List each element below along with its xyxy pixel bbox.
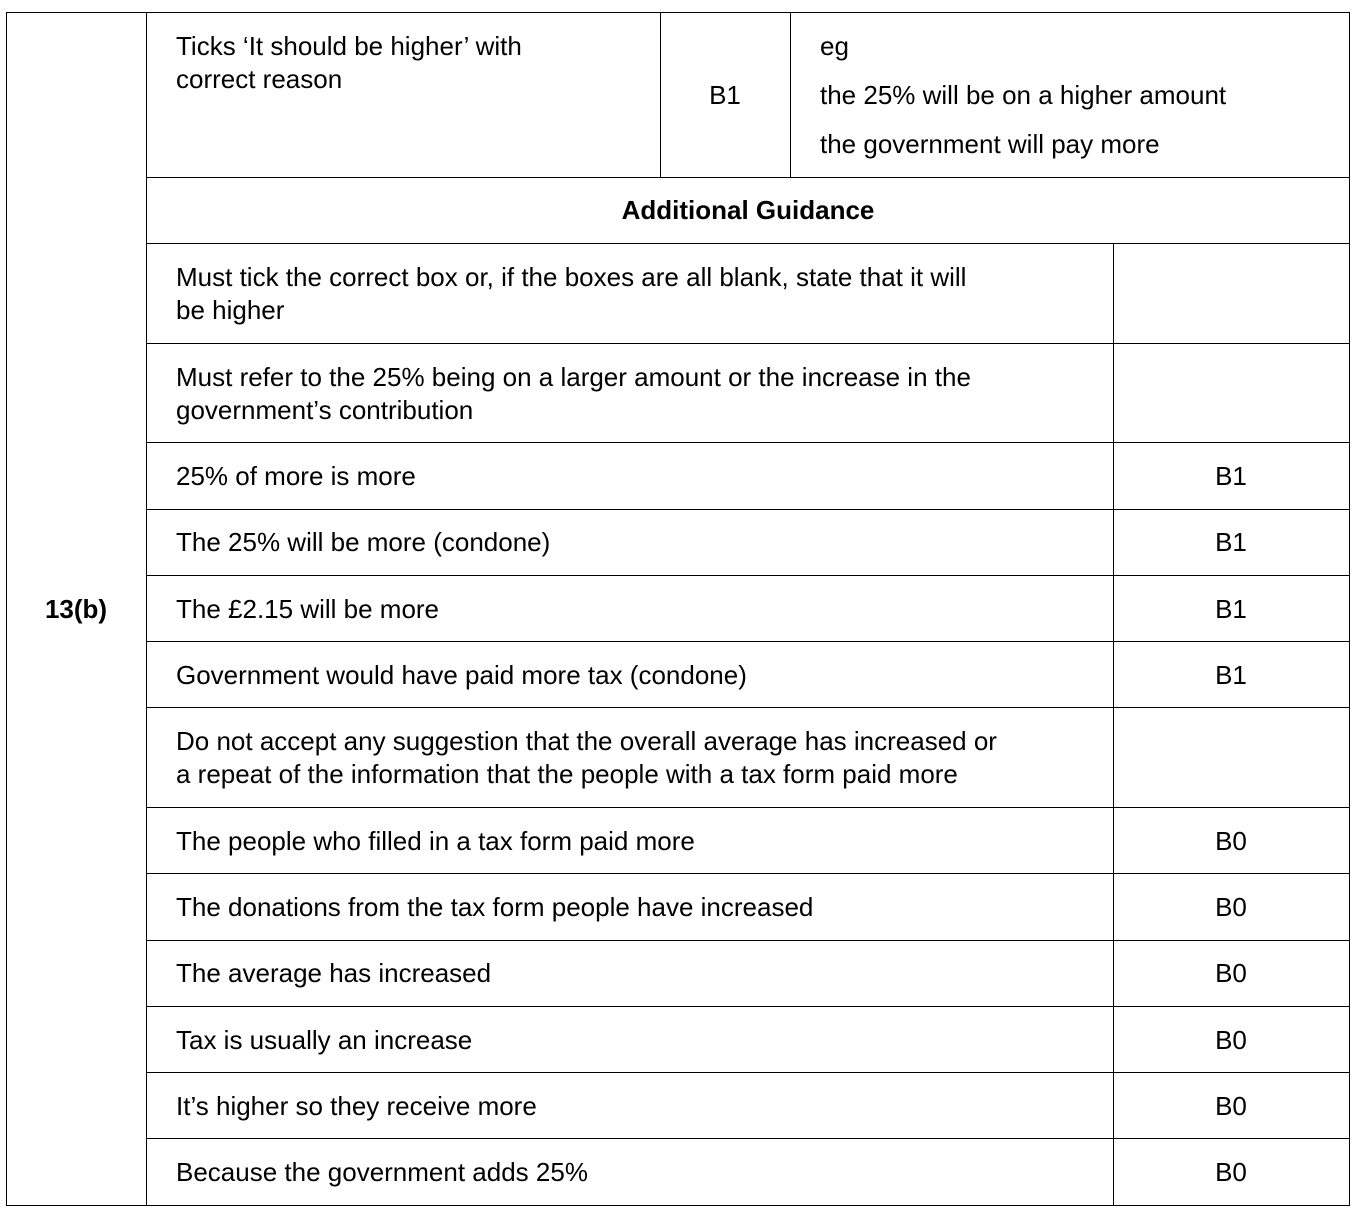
guidance-text: Government would have paid more tax (condone) [176, 660, 747, 690]
answer-line: correct reason [176, 64, 343, 94]
row-divider [146, 707, 1350, 708]
guidance-text: The average has increased [176, 958, 492, 988]
guidance-mark: B0 [1215, 1091, 1247, 1121]
table-border-right [1349, 12, 1350, 1206]
row-divider [146, 243, 1350, 244]
guidance-text: Must tick the correct box or, if the boxes are all blank, state that it will [176, 262, 967, 292]
comment-line: the 25% will be on a higher amount [820, 80, 1227, 110]
guidance-text: It’s higher so they receive more [176, 1091, 537, 1121]
guidance-mark: B1 [1215, 527, 1247, 557]
guidance-mark: B1 [1215, 594, 1247, 624]
guidance-text: Do not accept any suggestion that the overall average has increased or [176, 726, 997, 756]
row-divider [146, 1072, 1350, 1073]
row-divider [146, 1138, 1350, 1139]
row-divider [146, 873, 1350, 874]
row-divider [146, 940, 1350, 941]
row-divider [146, 575, 1350, 576]
table-border-top [6, 12, 1350, 13]
mark-scheme-table [6, 12, 1350, 1206]
guidance-mark: B0 [1215, 826, 1247, 856]
guidance-header: Additional Guidance [621, 195, 875, 225]
row-divider [146, 177, 1350, 178]
guidance-text: The donations from the tax form people have increased [176, 892, 814, 922]
mark-comments-divider [790, 12, 791, 177]
row-divider [146, 641, 1350, 642]
guidance-text: 25% of more is more [176, 461, 416, 491]
answer-mark: B1 [709, 80, 741, 110]
guidance-text: The 25% will be more (condone) [176, 527, 551, 557]
guidance-text: be higher [176, 295, 285, 325]
row-divider [146, 442, 1350, 443]
row-divider [146, 343, 1350, 344]
question-label: 13(b) [44, 594, 108, 624]
guidance-text: Tax is usually an increase [176, 1025, 473, 1055]
question-column-divider [146, 12, 147, 1206]
row-divider [146, 509, 1350, 510]
guidance-text: government’s contribution [176, 395, 474, 425]
guidance-text: Because the government adds 25% [176, 1157, 588, 1187]
guidance-mark: B0 [1215, 892, 1247, 922]
row-divider [146, 1006, 1350, 1007]
answer-line: Ticks ‘It should be higher’ with [176, 31, 522, 61]
guidance-text: The people who filled in a tax form paid more [176, 826, 695, 856]
guidance-mark: B0 [1215, 1025, 1247, 1055]
guidance-mark: B1 [1215, 461, 1247, 491]
guidance-text: Must refer to the 25% being on a larger amount or the increase in the [176, 362, 971, 392]
guidance-text: The £2.15 will be more [176, 594, 440, 624]
comment-line: the government will pay more [820, 129, 1160, 159]
guidance-mark-divider [1113, 243, 1114, 1206]
guidance-mark: B0 [1215, 958, 1247, 988]
table-border-bottom [6, 1205, 1350, 1206]
row-divider [146, 807, 1350, 808]
guidance-text: a repeat of the information that the people with a tax form paid more [176, 759, 958, 789]
guidance-mark: B1 [1215, 660, 1247, 690]
guidance-mark: B0 [1215, 1157, 1247, 1187]
comment-line: eg [820, 31, 849, 61]
